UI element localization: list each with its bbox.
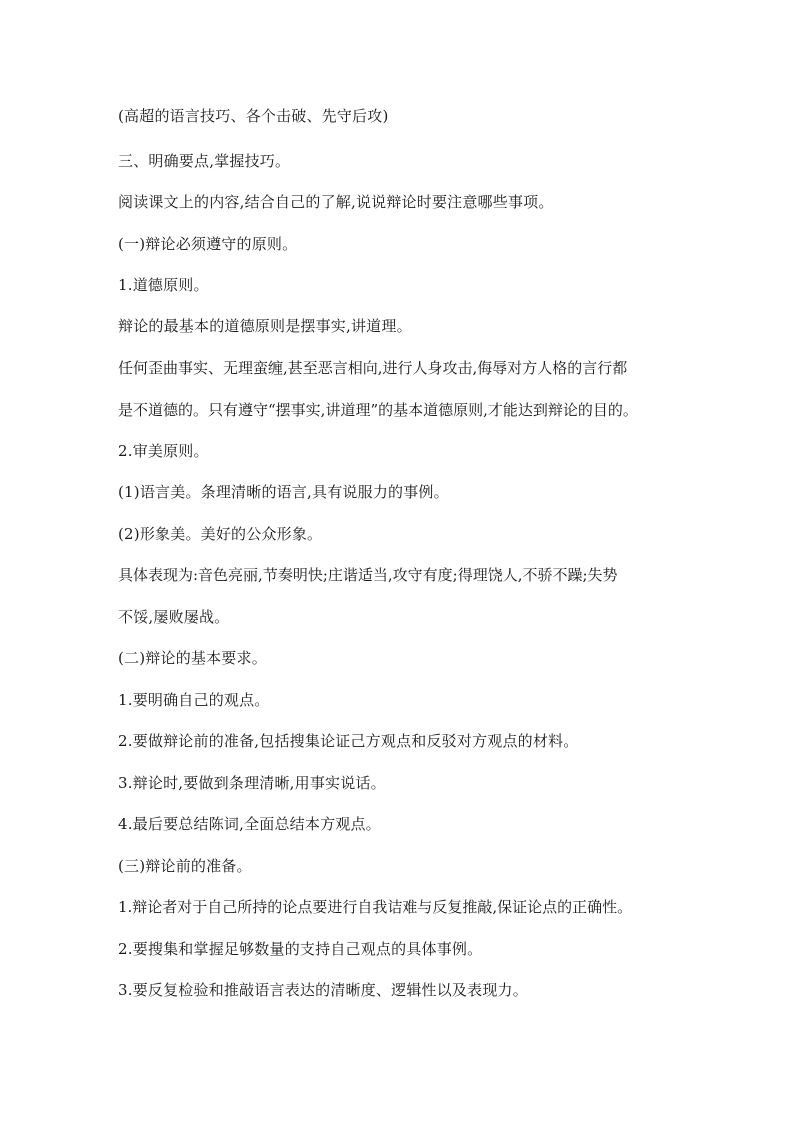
text-line: 具体表现为:音色亮丽,节奏明快;庄谐适当,攻守有度;得理饶人,不骄不躁;失势 bbox=[118, 566, 618, 584]
text-line: (2)形象美。美好的公众形象。 bbox=[118, 525, 323, 543]
subsection-heading: (二)辩论的基本要求。 bbox=[118, 649, 267, 667]
text-line: 是不道德的。只有遵守“摆事实,讲道理”的基本道德原则,才能达到辩论的目的。 bbox=[118, 401, 638, 419]
list-item: 1.辩论者对于自己所持的论点要进行自我诘难与反复推敲,保证论点的正确性。 bbox=[118, 898, 633, 916]
list-item: 3.要反复检验和推敲语言表达的清晰度、逻辑性以及表现力。 bbox=[118, 981, 528, 999]
section-heading: 三、明确要点,掌握技巧。 bbox=[118, 152, 291, 170]
item-heading: 1.道德原则。 bbox=[118, 276, 209, 294]
list-item: 2.要搜集和掌握足够数量的支持自己观点的具体事例。 bbox=[118, 940, 483, 958]
text-line: 任何歪曲事实、无理蛮缠,甚至恶言相向,进行人身攻击,侮辱对方人格的言行都 bbox=[118, 359, 628, 377]
list-item: 3.辩论时,要做到条理清晰,用事实说话。 bbox=[118, 774, 386, 792]
list-item: 2.要做辩论前的准备,包括搜集论证己方观点和反驳对方观点的材料。 bbox=[118, 732, 579, 750]
text-line: (1)语言美。条理清晰的语言,具有说服力的事例。 bbox=[118, 483, 449, 501]
subsection-heading: (一)辩论必须遵守的原则。 bbox=[118, 235, 298, 253]
subsection-heading: (三)辩论前的准备。 bbox=[118, 857, 252, 875]
item-heading: 2.审美原则。 bbox=[118, 442, 209, 460]
text-line: 辩论的最基本的道德原则是摆事实,讲道理。 bbox=[118, 317, 412, 335]
text-line: 阅读课文上的内容,结合自己的了解,说说辩论时要注意哪些事项。 bbox=[118, 193, 554, 211]
text-line: (高超的语言技巧、各个击破、先守后攻) bbox=[118, 107, 389, 125]
list-item: 1.要明确自己的观点。 bbox=[118, 691, 270, 709]
list-item: 4.最后要总结陈词,全面总结本方观点。 bbox=[118, 815, 381, 833]
text-line: 不馁,屡败屡战。 bbox=[118, 608, 230, 626]
